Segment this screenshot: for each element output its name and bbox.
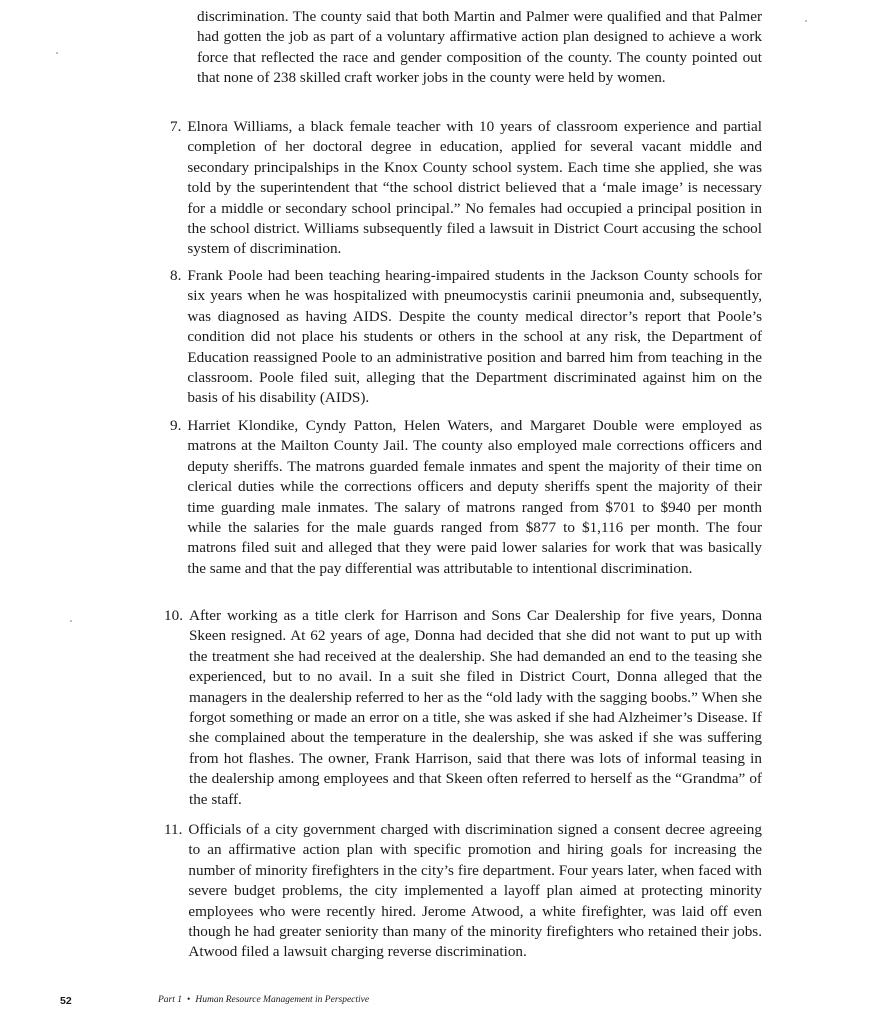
running-footer: [158, 995, 369, 1005]
item-number: 8.: [170, 267, 182, 284]
list-item: [164, 820, 762, 963]
item-number: 11.: [164, 821, 183, 838]
footer-separator: •: [187, 995, 191, 1005]
item-text: After working as a title clerk for Harrison and Sons Car Dealership for five years, Donna Skeen resigned. At 62 years of age, Donna had decided that she did not want to put up with the treatment she had received at the dealership. She had demanded an end to the teasing she experienced, but to no avail. In a suit she filed in District Court, Donna alleged that the managers in the dealership referred to her as the “old lady with the sagging boobs.” When she forgot something or made an error on a title, she was asked if she had Alzheimer’s Disease. If she complained about the temperature in the dealership, she was asked if she was suffering from hot flashes. The owner, Frank Harrison, said that there was lots of informal teasing in the dealership among employees and that Skeen often referred to herself as the “Grandma” of the staff.: [188, 607, 762, 808]
footer-part: Part 1: [158, 995, 183, 1005]
list-item: [170, 117, 762, 260]
scan-speck: [70, 620, 72, 622]
page-number: 52: [60, 995, 72, 1007]
footer-section-title: Human Resource Management in Perspective: [195, 995, 370, 1005]
item-text: Officials of a city government charged with discrimination signed a consent decree agreeing to an affirmative action plan with specific promotion and hiring goals for increasing the number of minority firefighters in the city’s fire department. Four years later, when faced with severe budget problems, the city implemented a layoff plan aimed at protecting minority employees who were recently hired. Jerome Atwood, a white firefighter, was laid off even though he had greater seniority than many of the minority firefighters who retained their jobs. Atwood filed a lawsuit charging reverse discrimination.: [188, 821, 762, 961]
item-number: 7.: [170, 118, 182, 135]
item-text: Elnora Williams, a black female teacher with 10 years of classroom experience and partial completion of her doctoral degree in education, applied for several vacant middle and secondary principalships in the Knox County school system. Each time she applied, she was told by the superintendent that “the school district believed that a ‘male image’ is necessary for a middle or secondary school principal.” No females had occupied a principal position in the school district. Williams subsequently filed a lawsuit in District Court accusing the school system of discrimination.: [187, 118, 762, 258]
list-item: [164, 606, 762, 810]
item-text: Harriet Klondike, Cyndy Patton, Helen Waters, and Margaret Double were employed as matrons at the Mailton County Jail. The county also employed male corrections officers and deputy sheriffs. The matrons guarded female inmates and spent the majority of their time on clerical duties while the corrections officers and deputy sheriffs spent the majority of their time guarding male inmates. The salary of matrons ranged from $701 to $940 per month while the salaries for the male guards ranged from $877 to $1,116 per month. The four matrons filed suit and alleged that they were paid lower salaries for work that was basically the same and that the pay differential was attributable to intentional discrimination.: [187, 417, 762, 577]
continued-paragraph: discrimination. The county said that both Martin and Palmer were qualified and that Palmer had gotten the job as part of a voluntary affirmative action plan designed to achieve a work force that reflected the race and gender composition of the county. The county pointed out that none of 238 skilled craft worker jobs in the county were held by women.: [197, 8, 762, 87]
list-item: [170, 416, 762, 579]
item-number: 10.: [164, 607, 183, 624]
scan-speck: [805, 20, 807, 22]
scan-speck: [56, 52, 58, 54]
list-item: [170, 266, 762, 409]
item-number: 9.: [170, 417, 182, 434]
item-text: Frank Poole had been teaching hearing-impaired students in the Jackson County schools for six years when he was hospitalized with pneumocystis carinii pneumonia and, subsequently, was diagnosed as having AIDS. Despite the county medical director’s report that Poole’s condition did not place his students or others in the school at any risk, the Department of Education reassigned Poole to an administrative position and barred him from teaching in the classroom. Poole filed suit, alleging that the Department discriminated against him on the basis of his disability (AIDS).: [187, 267, 762, 407]
